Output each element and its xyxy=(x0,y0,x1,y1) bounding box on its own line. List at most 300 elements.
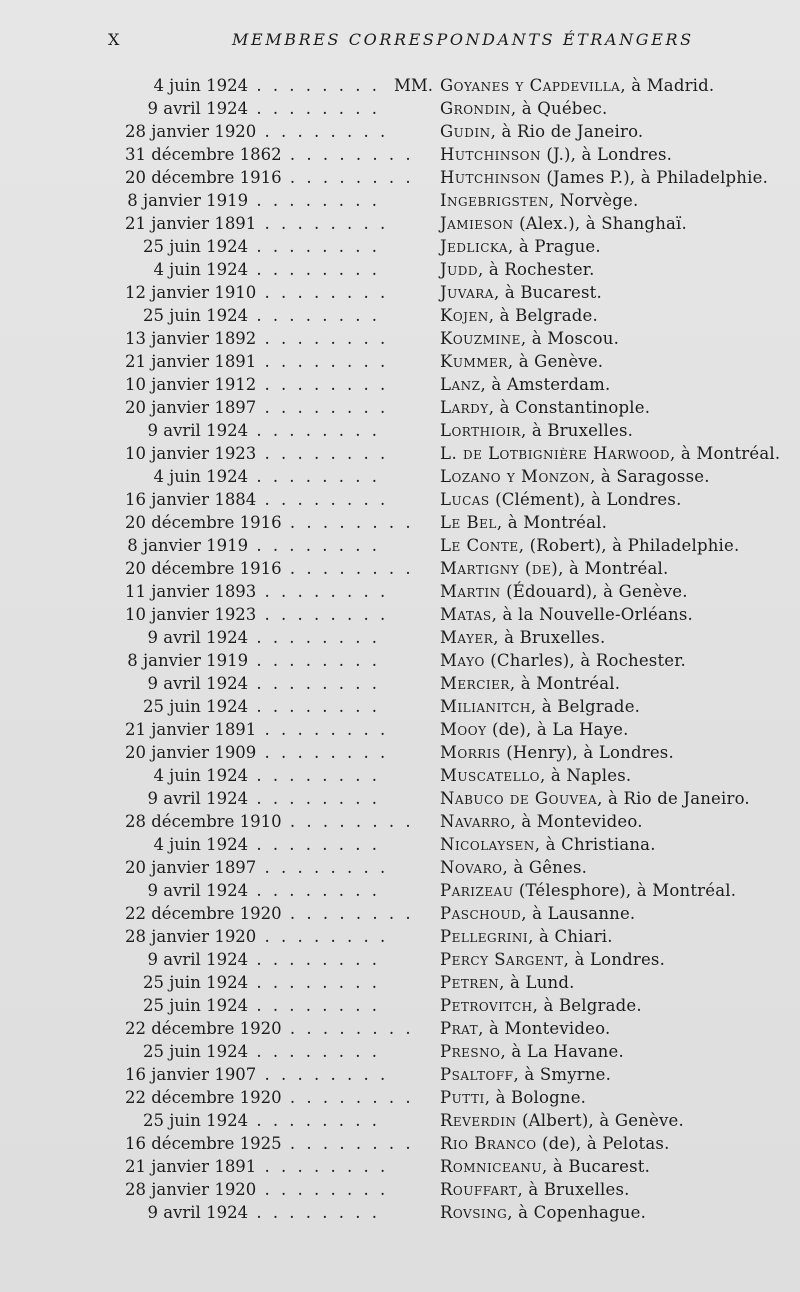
member-surname: Lorthioir xyxy=(440,421,521,440)
election-date xyxy=(125,396,389,419)
election-date-text: 16 janvier 1884 xyxy=(125,490,257,509)
election-date-text: 9 avril 1924 xyxy=(147,881,249,900)
election-date-text: 22 décembre 1920 xyxy=(125,904,282,923)
member-entry xyxy=(0,189,800,212)
election-date xyxy=(125,672,380,695)
member-name xyxy=(440,994,642,1017)
member-entry xyxy=(0,120,800,143)
election-date-text: 8 janvier 1919 xyxy=(127,651,249,670)
dot-leader: . . . . . . . . xyxy=(248,467,380,486)
election-date-text: 20 janvier 1897 xyxy=(125,858,257,877)
member-surname: Goyanes y Capdevilla xyxy=(440,76,621,95)
election-date-text: 22 décembre 1920 xyxy=(125,1088,282,1107)
election-date-text: 20 janvier 1909 xyxy=(125,743,257,762)
member-entry xyxy=(0,327,800,350)
member-surname: Parizeau xyxy=(440,881,514,900)
dot-leader: . . . . . . . . xyxy=(256,398,389,417)
dot-leader: . . . . . . . . xyxy=(256,352,389,371)
dot-leader: . . . . . . . . xyxy=(248,1203,380,1222)
member-surname: Novaro xyxy=(440,858,503,877)
member-name xyxy=(440,695,640,718)
member-name xyxy=(440,258,595,281)
member-surname: Reverdin xyxy=(440,1111,517,1130)
election-date-text: 28 janvier 1920 xyxy=(125,122,257,141)
member-name xyxy=(440,833,656,856)
member-name xyxy=(440,787,750,810)
election-date xyxy=(125,488,389,511)
election-date xyxy=(125,74,380,97)
election-date-text: 16 décembre 1925 xyxy=(125,1134,282,1153)
election-date-text: 4 juin 1924 xyxy=(153,766,249,785)
member-entry xyxy=(0,649,800,672)
member-details: , à Montréal. xyxy=(496,513,608,532)
dot-leader: . . . . . . . . xyxy=(256,490,389,509)
dot-leader: . . . . . . . . xyxy=(248,260,380,279)
election-date xyxy=(125,235,380,258)
election-date-text: 25 juin 1924 xyxy=(142,1111,249,1130)
member-name xyxy=(440,396,650,419)
page-number: X xyxy=(108,30,121,49)
election-date-text: 21 janvier 1891 xyxy=(125,352,257,371)
member-surname: Rouffart xyxy=(440,1180,518,1199)
member-surname: Nabuco de Gouvea xyxy=(440,789,598,808)
election-date xyxy=(125,971,380,994)
election-date-text: 10 janvier 1923 xyxy=(125,605,257,624)
member-surname: Kouzmine xyxy=(440,329,521,348)
member-entry xyxy=(0,74,800,97)
member-details: (James P.), à Philadelphie. xyxy=(540,168,769,187)
dot-leader: . . . . . . . . xyxy=(281,1134,414,1153)
member-entry xyxy=(0,1086,800,1109)
election-date xyxy=(125,649,380,672)
member-entry xyxy=(0,465,800,488)
member-surname: Grondin xyxy=(440,99,511,118)
election-date-text: 12 janvier 1910 xyxy=(125,283,257,302)
member-surname: Milianitch xyxy=(440,697,531,716)
election-date xyxy=(125,419,380,442)
election-date xyxy=(125,994,380,1017)
member-surname: Presno xyxy=(440,1042,501,1061)
member-entry xyxy=(0,787,800,810)
election-date xyxy=(125,833,380,856)
dot-leader: . . . . . . . . xyxy=(256,444,389,463)
member-entry xyxy=(0,833,800,856)
member-entry xyxy=(0,1040,800,1063)
member-surname: Petren xyxy=(440,973,500,992)
election-date xyxy=(125,856,389,879)
member-details: , à Bucarest. xyxy=(493,283,602,302)
election-date-text: 20 décembre 1916 xyxy=(125,513,282,532)
member-name xyxy=(440,1201,646,1224)
election-date-text: 10 janvier 1912 xyxy=(125,375,257,394)
election-date-text: 28 janvier 1920 xyxy=(125,1180,257,1199)
election-date xyxy=(125,1086,414,1109)
member-details: , à Lausanne. xyxy=(521,904,636,923)
election-date-text: 21 janvier 1891 xyxy=(125,1157,257,1176)
dot-leader: . . . . . . . . xyxy=(248,628,380,647)
dot-leader: . . . . . . . . xyxy=(281,559,414,578)
election-date xyxy=(125,1155,389,1178)
member-details: (Charles), à Rochester. xyxy=(484,651,686,670)
election-date xyxy=(125,281,389,304)
dot-leader: . . . . . . . . xyxy=(256,214,389,233)
dot-leader: . . . . . . . . xyxy=(248,306,380,325)
member-surname: Rovsing xyxy=(440,1203,508,1222)
member-name xyxy=(440,902,635,925)
member-name xyxy=(440,672,620,695)
member-entry xyxy=(0,143,800,166)
member-entry xyxy=(0,281,800,304)
election-date-text: 21 janvier 1891 xyxy=(125,720,257,739)
member-surname: Le Conte xyxy=(440,536,519,555)
member-name xyxy=(440,741,674,764)
election-date-text: 10 janvier 1923 xyxy=(125,444,257,463)
election-date xyxy=(125,258,380,281)
dot-leader: . . . . . . . . xyxy=(248,1042,380,1061)
member-entry xyxy=(0,1155,800,1178)
dot-leader: . . . . . . . . xyxy=(281,168,414,187)
member-details: , à Montréal. xyxy=(509,674,621,693)
dot-leader: . . . . . . . . xyxy=(248,76,380,95)
member-details: , à Belgrade. xyxy=(488,306,598,325)
member-details: (Albert), à Genève. xyxy=(516,1111,684,1130)
member-surname: Jamieson xyxy=(440,214,514,233)
election-date-text: 13 janvier 1892 xyxy=(125,329,257,348)
member-surname: Martin xyxy=(440,582,501,601)
member-details: , à La Havane. xyxy=(500,1042,624,1061)
member-entry xyxy=(0,1132,800,1155)
election-date-text: 25 juin 1924 xyxy=(142,237,249,256)
member-entry xyxy=(0,373,800,396)
member-details: (de), à La Haye. xyxy=(486,720,629,739)
member-name xyxy=(440,97,607,120)
member-entry xyxy=(0,626,800,649)
dot-leader: . . . . . . . . xyxy=(248,674,380,693)
member-entry xyxy=(0,994,800,1017)
member-details: , à Bologne. xyxy=(484,1088,587,1107)
member-details: , à Montevideo. xyxy=(478,1019,611,1038)
election-date-text: 8 janvier 1919 xyxy=(127,536,249,555)
election-date xyxy=(125,557,414,580)
election-date xyxy=(125,442,389,465)
election-date-text: 9 avril 1924 xyxy=(147,421,249,440)
dot-leader: . . . . . . . . xyxy=(281,904,414,923)
member-entry xyxy=(0,925,800,948)
member-details: , à Rio de Janeiro. xyxy=(597,789,750,808)
election-date xyxy=(125,304,380,327)
election-date-text: 20 janvier 1897 xyxy=(125,398,257,417)
member-details: , à Gênes. xyxy=(502,858,588,877)
election-date xyxy=(125,948,380,971)
election-date-text: 25 juin 1924 xyxy=(142,697,249,716)
member-details: , à Bruxelles. xyxy=(493,628,606,647)
member-details: , à Saragosse. xyxy=(589,467,710,486)
member-entry xyxy=(0,419,800,442)
member-name xyxy=(440,534,739,557)
member-details: (Clément), à Londres. xyxy=(489,490,682,509)
member-name xyxy=(440,626,605,649)
member-entry xyxy=(0,1063,800,1086)
member-details: , à Constantinople. xyxy=(488,398,651,417)
member-details: (Alex.), à Shanghaï. xyxy=(513,214,687,233)
election-date xyxy=(125,695,380,718)
election-date-text: 4 juin 1924 xyxy=(153,467,249,486)
member-surname: Navarro xyxy=(440,812,511,831)
member-name xyxy=(440,74,714,97)
member-surname: Mayo xyxy=(440,651,485,670)
election-date xyxy=(125,534,380,557)
member-name xyxy=(440,488,682,511)
member-entry xyxy=(0,534,800,557)
member-entry xyxy=(0,741,800,764)
member-name xyxy=(440,143,672,166)
election-date xyxy=(125,718,389,741)
election-date-text: 20 décembre 1916 xyxy=(125,559,282,578)
member-details: , (Robert), à Philadelphie. xyxy=(518,536,740,555)
member-surname: Mooy xyxy=(440,720,487,739)
election-date-text: 25 juin 1924 xyxy=(142,996,249,1015)
member-name xyxy=(440,212,687,235)
member-entry xyxy=(0,511,800,534)
member-details: , à Chiari. xyxy=(528,927,613,946)
member-name xyxy=(440,281,602,304)
member-name xyxy=(440,373,610,396)
member-name xyxy=(440,1155,650,1178)
election-date xyxy=(125,189,380,212)
member-entry xyxy=(0,488,800,511)
election-date xyxy=(125,212,389,235)
election-date-text: 21 janvier 1891 xyxy=(125,214,257,233)
election-date xyxy=(125,373,389,396)
election-date xyxy=(125,741,389,764)
member-surname: Rio Branco xyxy=(440,1134,537,1153)
member-surname: Morris xyxy=(440,743,501,762)
member-name xyxy=(440,1063,611,1086)
member-entry xyxy=(0,879,800,902)
dot-leader: . . . . . . . . xyxy=(256,605,389,624)
dot-leader: . . . . . . . . xyxy=(281,1019,414,1038)
member-name xyxy=(440,948,665,971)
member-details: , à Lund. xyxy=(499,973,575,992)
election-date xyxy=(125,1178,389,1201)
election-date xyxy=(125,925,389,948)
dot-leader: . . . . . . . . xyxy=(256,927,389,946)
member-entry xyxy=(0,258,800,281)
member-surname: Nicolaysen xyxy=(440,835,535,854)
election-date-text: 31 décembre 1862 xyxy=(125,145,282,164)
member-surname: Jedlicka xyxy=(440,237,509,256)
member-details: , à Madrid. xyxy=(620,76,715,95)
member-entry xyxy=(0,672,800,695)
member-details: , à Montréal. xyxy=(558,559,669,578)
election-date-text: 9 avril 1924 xyxy=(147,950,249,969)
election-date-text: 25 juin 1924 xyxy=(142,973,249,992)
election-date-text: 16 janvier 1907 xyxy=(125,1065,257,1084)
member-surname: Percy Sargent xyxy=(440,950,564,969)
election-date-text: 25 juin 1924 xyxy=(142,1042,249,1061)
election-date-text: 4 juin 1924 xyxy=(153,76,249,95)
member-entry xyxy=(0,396,800,419)
member-surname: Paschoud xyxy=(440,904,522,923)
dot-leader: . . . . . . . . xyxy=(248,973,380,992)
election-date-text: 28 janvier 1920 xyxy=(125,927,257,946)
dot-leader: . . . . . . . . xyxy=(248,835,380,854)
dot-leader: . . . . . . . . xyxy=(281,513,414,532)
member-name xyxy=(440,879,736,902)
dot-leader: . . . . . . . . xyxy=(256,1157,389,1176)
member-surname: Prat xyxy=(440,1019,479,1038)
member-entry xyxy=(0,350,800,373)
member-details: , à Naples. xyxy=(539,766,632,785)
member-name xyxy=(440,235,601,258)
election-date xyxy=(125,120,389,143)
member-entry xyxy=(0,304,800,327)
member-surname: Pellegrini xyxy=(440,927,529,946)
member-name xyxy=(440,580,688,603)
member-entry xyxy=(0,580,800,603)
member-name xyxy=(440,1109,684,1132)
member-surname: Matas xyxy=(440,605,492,624)
dot-leader: . . . . . . . . xyxy=(248,697,380,716)
member-surname: Romniceanu xyxy=(440,1157,543,1176)
election-date-text: 9 avril 1924 xyxy=(147,628,249,647)
member-entry xyxy=(0,902,800,925)
member-name xyxy=(440,120,643,143)
member-name xyxy=(440,511,607,534)
dot-leader: . . . . . . . . xyxy=(248,1111,380,1130)
election-date-text: 9 avril 1924 xyxy=(147,674,249,693)
dot-leader: . . . . . . . . xyxy=(256,720,389,739)
member-entry xyxy=(0,97,800,120)
member-name xyxy=(440,442,780,465)
member-surname: Hutchinson xyxy=(440,168,541,187)
election-date xyxy=(125,580,389,603)
member-entry xyxy=(0,235,800,258)
member-details: (Édouard), à Genève. xyxy=(500,582,688,601)
member-entry xyxy=(0,718,800,741)
member-details: (Henry), à Londres. xyxy=(500,743,674,762)
election-date xyxy=(125,166,414,189)
member-details: (J.), à Londres. xyxy=(540,145,673,164)
dot-leader: . . . . . . . . xyxy=(256,1065,389,1084)
member-details: , à Rochester. xyxy=(477,260,595,279)
member-details: , à Belgrade. xyxy=(532,996,642,1015)
dot-leader: . . . . . . . . xyxy=(256,122,389,141)
member-name xyxy=(440,327,619,350)
member-entry xyxy=(0,442,800,465)
dot-leader: . . . . . . . . xyxy=(248,421,380,440)
election-date-text: 28 décembre 1910 xyxy=(125,812,282,831)
election-date xyxy=(125,879,380,902)
member-details: , à Montevideo. xyxy=(510,812,643,831)
dot-leader: . . . . . . . . xyxy=(256,582,389,601)
election-date-text: 4 juin 1924 xyxy=(153,260,249,279)
member-entry xyxy=(0,1109,800,1132)
member-surname: Judd xyxy=(440,260,478,279)
member-surname: Putti xyxy=(440,1088,485,1107)
member-name xyxy=(440,649,686,672)
election-date xyxy=(125,764,380,787)
member-surname: Lozano y Monzon xyxy=(440,467,590,486)
election-date xyxy=(125,511,414,534)
member-entry xyxy=(0,764,800,787)
member-details: , à Montréal. xyxy=(670,444,781,463)
member-entry xyxy=(0,557,800,580)
member-details: , à Moscou. xyxy=(520,329,620,348)
election-date-text: 8 janvier 1919 xyxy=(127,191,249,210)
election-date-text: 9 avril 1924 xyxy=(147,1203,249,1222)
member-name xyxy=(440,419,633,442)
member-surname: Lardy xyxy=(440,398,489,417)
dot-leader: . . . . . . . . xyxy=(248,237,380,256)
election-date-text: 20 décembre 1916 xyxy=(125,168,282,187)
member-details: , à Christiana. xyxy=(534,835,656,854)
member-surname: Muscatello xyxy=(440,766,540,785)
member-surname: Mercier xyxy=(440,674,510,693)
election-date-text: 9 avril 1924 xyxy=(147,789,249,808)
election-date xyxy=(125,626,380,649)
election-date xyxy=(125,97,380,120)
member-entry xyxy=(0,948,800,971)
election-date-text: 25 juin 1924 xyxy=(142,306,249,325)
member-details: , à Copenhague. xyxy=(507,1203,647,1222)
member-name xyxy=(440,1086,586,1109)
member-name xyxy=(440,189,638,212)
dot-leader: . . . . . . . . xyxy=(281,145,414,164)
member-surname: Le Bel xyxy=(440,513,497,532)
dot-leader: . . . . . . . . xyxy=(256,858,389,877)
member-details: , à Bucarest. xyxy=(542,1157,651,1176)
election-date xyxy=(125,1063,389,1086)
member-details: , à Québec. xyxy=(510,99,608,118)
dot-leader: . . . . . . . . xyxy=(248,99,380,118)
member-entry xyxy=(0,856,800,879)
member-name xyxy=(440,465,710,488)
election-date xyxy=(125,603,389,626)
member-name xyxy=(440,350,603,373)
member-name xyxy=(440,166,768,189)
election-date xyxy=(125,143,414,166)
dot-leader: . . . . . . . . xyxy=(256,329,389,348)
member-entry xyxy=(0,603,800,626)
member-entry xyxy=(0,166,800,189)
election-date xyxy=(125,1132,414,1155)
member-name xyxy=(440,1017,610,1040)
election-date-text: 22 décembre 1920 xyxy=(125,1019,282,1038)
dot-leader: . . . . . . . . xyxy=(256,283,389,302)
page-header xyxy=(0,30,800,52)
dot-leader: . . . . . . . . xyxy=(248,766,380,785)
dot-leader: . . . . . . . . xyxy=(256,1180,389,1199)
member-surname: Ingebrigsten xyxy=(440,191,550,210)
member-surname: Gudin xyxy=(440,122,491,141)
member-entry xyxy=(0,695,800,718)
member-details: , à Belgrade. xyxy=(530,697,641,716)
election-date xyxy=(125,902,414,925)
dot-leader: . . . . . . . . xyxy=(248,996,380,1015)
election-date xyxy=(125,787,380,810)
member-entry xyxy=(0,212,800,235)
member-name xyxy=(440,1178,630,1201)
election-date xyxy=(125,1017,414,1040)
dot-leader: . . . . . . . . xyxy=(248,789,380,808)
dot-leader: . . . . . . . . xyxy=(248,536,380,555)
member-surname: Juvara xyxy=(440,283,494,302)
election-date xyxy=(125,1201,380,1224)
dot-leader: . . . . . . . . xyxy=(281,812,414,831)
dot-leader: . . . . . . . . xyxy=(256,375,389,394)
member-surname: Mayer xyxy=(440,628,494,647)
